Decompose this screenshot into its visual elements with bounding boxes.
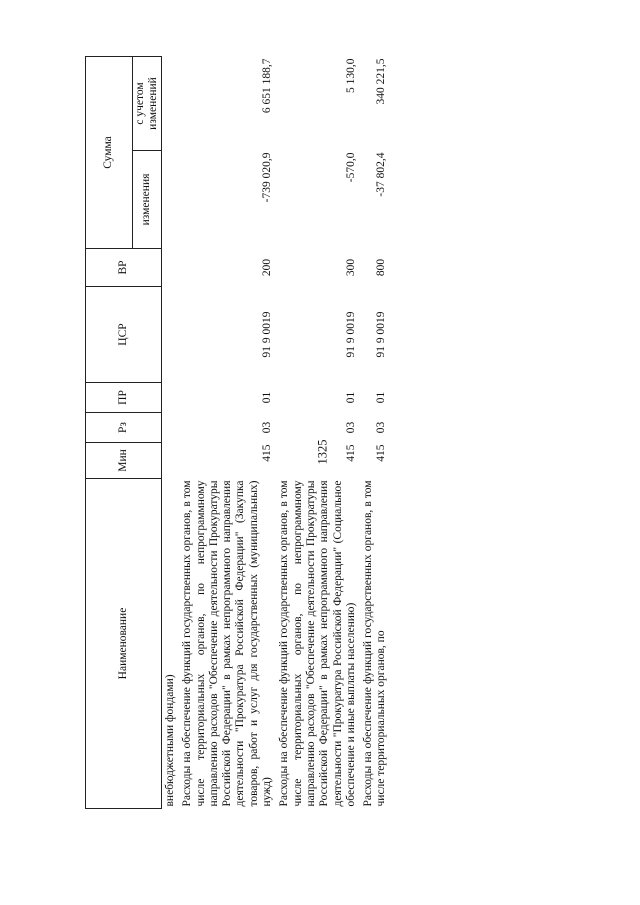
table-row	[278, 56, 362, 808]
row-rz: 03	[375, 421, 388, 434]
table-header	[86, 56, 162, 808]
row-min: 415	[375, 444, 388, 462]
row-name: Расходы на обеспечение функций государственных органов, в том числе территориальных органов, по непрограммному направлению расходов "Обеспечение деятельности Прокуратуры Российской Федерации" в рамках непрограммного направления деятельности "Прокуратура Российской Федерации" (Социальное обеспечение и иные выплаты населению)	[278, 480, 357, 807]
table-row	[181, 56, 278, 808]
header-sum: Сумма	[86, 56, 133, 248]
row-csr: 91 9 0019	[261, 311, 274, 358]
header-change: изменения	[133, 151, 162, 249]
row-pr: 01	[344, 391, 357, 404]
row-csr: 91 9 0019	[375, 311, 388, 358]
row-pr: 01	[261, 391, 274, 404]
continuation-row	[162, 56, 182, 808]
row-with-change: 6 651 188,7	[261, 58, 274, 114]
page-number: 1325	[315, 439, 330, 465]
row-pr: 01	[375, 391, 388, 404]
header-rz: Рз	[86, 413, 162, 443]
header-pr: ПР	[86, 383, 162, 413]
table-row	[362, 56, 393, 808]
header-vr: ВР	[86, 249, 162, 287]
row-with-change: 340 221,5	[375, 58, 388, 105]
row-vr: 800	[375, 258, 388, 277]
row-rz: 03	[344, 421, 357, 434]
row-csr: 91 9 0019	[344, 311, 357, 358]
header-csr: ЦСР	[86, 287, 162, 383]
row-change: -570,0	[344, 152, 357, 183]
continuation-text: внебюджетными фондами)	[164, 674, 176, 807]
row-min: 415	[344, 444, 357, 462]
row-min: 415	[261, 444, 274, 462]
header-with-change: с учетом изменений	[133, 56, 162, 150]
row-name: Расходы на обеспечение функций государственных органов, в том числе территориальных органов, по непрограммному направлению расходов "Обеспечение деятельности Прокуратуры Российской Федерации" в рамках непрограммного направления деятельности "Прокуратура Российской Федерации" (Закупка товаров, работ и услуг для государственных (муниципальных) нужд)	[181, 480, 274, 807]
header-min: Мин	[86, 443, 162, 479]
row-rz: 03	[261, 421, 274, 434]
header-name: Наименование	[86, 479, 162, 809]
row-with-change: 5 130,0	[344, 58, 357, 93]
budget-table	[85, 56, 393, 809]
row-vr: 300	[344, 258, 357, 277]
row-change: -739 020,9	[261, 152, 274, 203]
row-name: Расходы на обеспечение функций государственных органов, в том числе территориальных органов, по	[362, 480, 388, 807]
rotated-table-sheet	[85, 57, 581, 809]
row-vr: 200	[261, 258, 274, 277]
row-change: -37 802,4	[375, 152, 388, 197]
